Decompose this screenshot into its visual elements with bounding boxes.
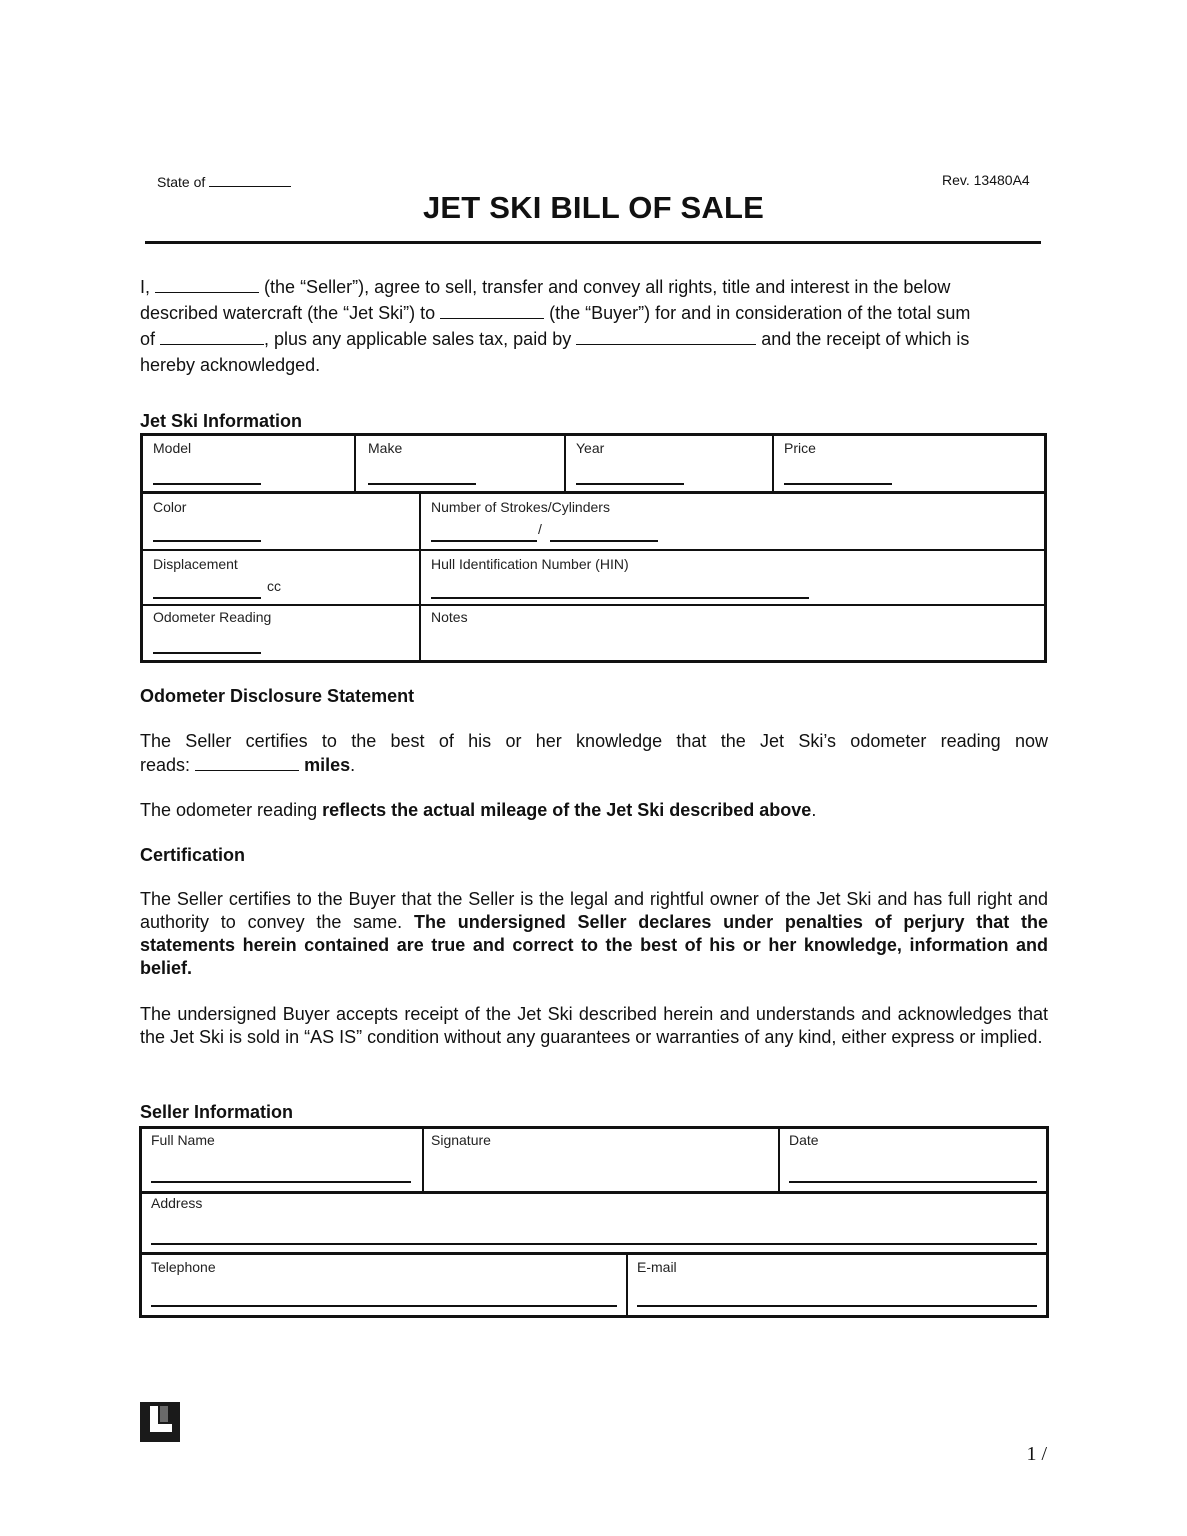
year-label: Year xyxy=(576,440,605,456)
odometer-miles-blank[interactable] xyxy=(195,754,299,771)
date-field[interactable] xyxy=(789,1181,1037,1183)
seller-info-heading: Seller Information xyxy=(140,1102,294,1122)
displacement-label: Displacement xyxy=(153,556,238,572)
certification-paragraph: The Seller certifies to the Buyer that the Seller is the legal and rightful owner of the Jet Ski and has full right and authority to convey the same. The undersigned Seller declares under penalties of perjury that the statements herein contained are true and correct to the best of his or her knowledge, information and belief. xyxy=(140,889,1048,978)
odometer-actual-statement: The odometer reading reflects the actual mileage of the Jet Ski described above. xyxy=(140,800,817,820)
payment-method-blank[interactable] xyxy=(576,328,756,345)
strokes-separator: / xyxy=(538,521,542,537)
color-label: Color xyxy=(153,499,187,515)
page-title: JET SKI BILL OF SALE xyxy=(422,190,765,225)
state-blank[interactable] xyxy=(209,170,291,187)
address-field[interactable] xyxy=(151,1243,1037,1245)
cc-unit: cc xyxy=(267,578,281,594)
signature-field[interactable] xyxy=(431,1151,771,1185)
price-label: Price xyxy=(784,440,816,456)
certification-heading: Certification xyxy=(140,845,246,865)
make-field[interactable] xyxy=(368,483,476,485)
full-name-field[interactable] xyxy=(151,1181,411,1183)
state-label: State of xyxy=(157,174,206,190)
notes-field[interactable] xyxy=(431,626,1031,656)
full-name-label: Full Name xyxy=(151,1132,215,1148)
strokes-field[interactable] xyxy=(431,540,537,542)
price-field[interactable] xyxy=(784,483,892,485)
date-label: Date xyxy=(789,1132,819,1148)
hin-field[interactable] xyxy=(431,597,809,599)
jet-ski-info-heading: Jet Ski Information xyxy=(140,411,303,431)
total-sum-blank[interactable] xyxy=(160,328,264,345)
make-label: Make xyxy=(368,440,403,456)
odometer-field[interactable] xyxy=(153,652,261,654)
email-label: E-mail xyxy=(637,1259,677,1275)
intro-paragraph: I, (the “Seller”), agree to sell, transfer and convey all rights, title and interest in the below described watercraft (the “Jet Ski”) to (the “Buyer”) for and in consideration of the total sum of , plus any applicable sales tax, paid by and the receipt of which is hereby acknowledged. xyxy=(140,277,971,375)
model-label: Model xyxy=(153,440,192,456)
hin-label: Hull Identification Number (HIN) xyxy=(431,556,629,572)
notes-label: Notes xyxy=(431,609,468,625)
buyer-name-blank[interactable] xyxy=(440,302,544,319)
title-divider xyxy=(145,241,1041,244)
year-field[interactable] xyxy=(576,483,684,485)
model-field[interactable] xyxy=(153,483,261,485)
as-is-paragraph: The undersigned Buyer accepts receipt of the Jet Ski described herein and understands and acknowledges that the Jet Ski is sold in “AS IS” condition without any guarantees or warranties of any kind, either express or implied. xyxy=(140,1004,1048,1047)
signature-label: Signature xyxy=(431,1132,491,1148)
strokes-label: Number of Strokes/Cylinders xyxy=(431,499,610,515)
page-number: 1 / xyxy=(1026,1443,1047,1465)
cylinders-field[interactable] xyxy=(550,540,658,542)
odometer-section-heading: Odometer Disclosure Statement xyxy=(140,686,415,706)
telephone-field[interactable] xyxy=(151,1305,617,1307)
revision-number: Rev. 13480A4 xyxy=(942,172,1030,188)
seller-name-blank[interactable] xyxy=(155,276,259,293)
telephone-label: Telephone xyxy=(151,1259,216,1275)
odometer-label: Odometer Reading xyxy=(153,609,272,625)
displacement-field[interactable] xyxy=(153,597,261,599)
seller-info-table xyxy=(139,1126,1049,1318)
color-field[interactable] xyxy=(153,540,261,542)
email-field[interactable] xyxy=(637,1305,1037,1307)
address-label: Address xyxy=(151,1195,203,1211)
state-line xyxy=(157,170,291,190)
odometer-statement: The Seller certifies to the best of his or her knowledge that the Jet Ski’s odometer reading now reads: miles. xyxy=(140,731,1048,775)
company-logo-icon xyxy=(140,1402,180,1442)
jet-ski-info-table xyxy=(140,433,1047,663)
